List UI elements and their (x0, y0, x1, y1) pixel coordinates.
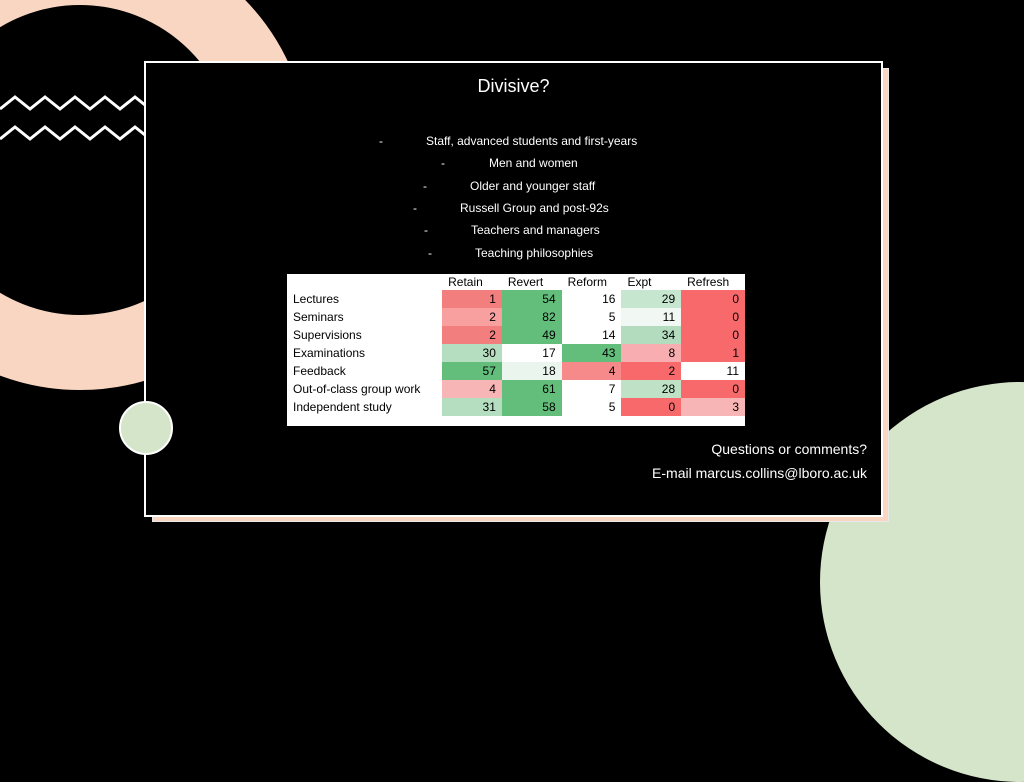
table-cell: 34 (621, 326, 681, 344)
table-row (287, 398, 745, 416)
column-header: Revert (507, 275, 544, 289)
row-label: Out-of-class group work (293, 382, 421, 396)
row-label: Supervisions (293, 328, 362, 342)
table-cell: 61 (502, 380, 562, 398)
bullet-marker: - (428, 246, 432, 260)
row-label: Feedback (293, 364, 346, 378)
contact-email: E-mail marcus.collins@lboro.ac.uk (652, 465, 867, 481)
bullet-item: Men and women (489, 156, 578, 170)
table-cell: 5 (562, 308, 622, 326)
bullet-marker: - (424, 223, 428, 237)
bullet-item: Teachers and managers (471, 223, 600, 237)
table-cell: 16 (562, 290, 622, 308)
table-cell: 18 (502, 362, 562, 380)
table-header-row (287, 274, 745, 290)
table-cell: 82 (502, 308, 562, 326)
column-header: Refresh (687, 275, 730, 289)
bullet-item: Staff, advanced students and first-years (426, 134, 638, 148)
heatmap-table (287, 274, 745, 426)
bullet-marker: - (423, 179, 427, 193)
column-header: Reform (567, 275, 607, 289)
table-cell: 29 (621, 290, 681, 308)
table-cell: 4 (442, 380, 502, 398)
slide-title: Divisive? (477, 76, 550, 96)
table-cell: 57 (442, 362, 502, 380)
bullet-marker: - (379, 134, 383, 148)
table-cell: 28 (621, 380, 681, 398)
bullet-marker: - (413, 201, 417, 215)
zigzag-decoration (0, 95, 145, 155)
table-row (287, 308, 745, 326)
table-cell: 58 (502, 398, 562, 416)
table-cell: 2 (442, 326, 502, 344)
table-row (287, 344, 745, 362)
table-cell: 54 (502, 290, 562, 308)
table-cell: 31 (442, 398, 502, 416)
table-cell: 2 (621, 362, 681, 380)
table-corner-cell (287, 274, 442, 290)
bullet-item: Older and younger staff (470, 179, 596, 193)
bullet-item: Teaching philosophies (475, 246, 594, 260)
table-row (287, 362, 745, 380)
table-cell: 30 (442, 344, 502, 362)
table-cell: 5 (562, 398, 622, 416)
table-cell: 43 (562, 344, 622, 362)
table-cell: 49 (502, 326, 562, 344)
table-row (287, 326, 745, 344)
table-cell: 4 (562, 362, 622, 380)
table-cell: 17 (502, 344, 562, 362)
table-cell: 11 (621, 308, 681, 326)
table-row (287, 290, 745, 308)
table-cell: 0 (681, 290, 745, 308)
table-cell: 0 (681, 326, 745, 344)
column-header: Expt (627, 275, 652, 289)
table-cell: 8 (621, 344, 681, 362)
column-header: Retain (448, 275, 483, 289)
row-label: Lectures (293, 292, 340, 306)
table-row (287, 380, 745, 398)
table-cell: 0 (681, 380, 745, 398)
table-cell: 2 (442, 308, 502, 326)
table-cell: 7 (562, 380, 622, 398)
table-cell: 1 (681, 344, 745, 362)
slide-frame (144, 61, 883, 517)
table-cell: 14 (562, 326, 622, 344)
table-cell: 11 (681, 362, 745, 380)
questions-text: Questions or comments? (711, 441, 867, 457)
bullet-marker: - (441, 156, 445, 170)
table-cell: 3 (681, 398, 745, 416)
row-label: Seminars (293, 310, 344, 324)
table-cell: 1 (442, 290, 502, 308)
table-cell: 0 (681, 308, 745, 326)
bullet-item: Russell Group and post-92s (460, 201, 609, 215)
row-label: Independent study (293, 400, 392, 414)
table-cell: 0 (621, 398, 681, 416)
small-green-circle-decoration (119, 401, 173, 455)
row-label: Examinations (293, 346, 366, 360)
